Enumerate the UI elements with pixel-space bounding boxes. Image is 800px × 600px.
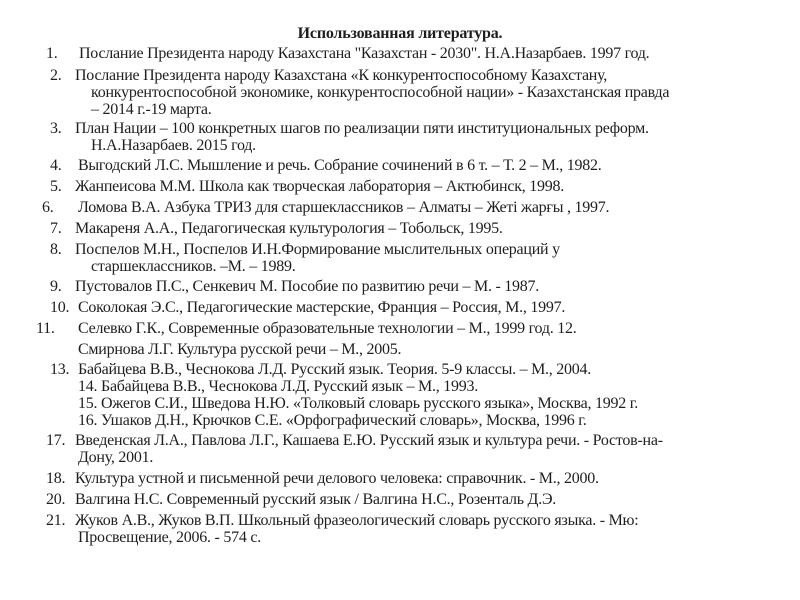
reference-text-continuation: Просвещение, 2006. - 574 с. [78, 529, 261, 546]
reference-text: Послание Президента народу Казахстана «К конкурентоспособному Казахстану, [75, 67, 608, 84]
reference-number: 9. [50, 278, 62, 295]
reference-number: 1. [46, 45, 58, 62]
reference-text: План Нации – 100 конкретных шагов по реализации пяти институциональных реформ. [75, 120, 649, 137]
reference-number: 4. [50, 157, 62, 174]
reference-text: Жуков А.В., Жуков В.П. Школьный фразеологический словарь русского языка. - Мю: [75, 512, 639, 529]
reference-text: Ломова В.А. Азбука ТРИЗ для старшеклассников – Алматы – Жеті жарғы , 1997. [78, 199, 610, 216]
reference-number: 17. [46, 432, 66, 449]
reference-text: Соколокая Э.С., Педагогические мастерские, Франция – Россия, М., 1997. [78, 299, 566, 316]
reference-number: 6. [42, 199, 54, 216]
reference-text: Пустовалов П.С., Сенкевич М. Пособие по развитию речи – М. - 1987. [75, 278, 540, 295]
reference-number: 18. [46, 470, 66, 487]
reference-number: 21. [46, 512, 66, 529]
reference-text: Селевко Г.К., Современные образовательные технологии – М., 1999 год. 12. [78, 320, 577, 337]
reference-text: Выгодский Л.С. Мышление и речь. Собрание сочинений в 6 т. – Т. 2 – М., 1982. [78, 157, 602, 174]
reference-text: Культура устной и письменной речи делового человека: справочник. - М., 2000. [75, 470, 599, 487]
reference-text-continuation: 16. Ушаков Д.Н., Крючков С.Е. «Орфографический словарь», Москва, 1996 г. [78, 412, 587, 429]
reference-number: 5. [50, 178, 62, 195]
reference-text: Поспелов М.Н., Поспелов И.Н.Формирование мыслительных операций у [75, 241, 560, 258]
reference-text: Жанпеисова М.М. Школа как творческая лаборатория – Актюбинск, 1998. [75, 178, 564, 195]
reference-text: Бабайцева В.В., Чеснокова Л.Д. Русский язык. Теория. 5-9 классы. – М., 2004. [78, 361, 592, 378]
reference-text: Макареня А.А., Педагогическая культурология – Тобольск, 1995. [75, 220, 503, 237]
reference-text-continuation: Н.А.Назарбаев. 2015 год. [91, 137, 256, 154]
reference-text: Валгина Н.С. Современный русский язык / Валгина Н.С., Розенталь Д.Э. [75, 491, 557, 508]
reference-text: Введенская Л.А., Павлова Л.Г., Кашаева Е.Ю. Русский язык и культура речи. - Ростов-на- [75, 432, 663, 449]
page-title: Использованная литература. [297, 25, 503, 42]
reference-text-continuation: старшеклассников. –М. – 1989. [91, 258, 296, 275]
reference-text-continuation: Смирнова Л.Г. Культура русской речи – М., 2005. [78, 341, 402, 358]
reference-number: 8. [50, 241, 62, 258]
reference-number: 3. [50, 120, 62, 137]
reference-number: 11. [36, 320, 55, 337]
reference-number: 7. [50, 220, 62, 237]
reference-number: 13. [50, 361, 70, 378]
reference-text-continuation: 15. Ожегов С.И., Шведова Н.Ю. «Толковый словарь русского языка», Москва, 1992 г. [78, 395, 639, 412]
reference-text-continuation: Дону, 2001. [78, 449, 154, 466]
reference-text-continuation: – 2014 г.-19 марта. [91, 101, 212, 118]
reference-text: Послание Президента народу Казахстана "Казахстан - 2030". Н.А.Назарбаев. 1997 год. [79, 45, 650, 62]
reference-text-continuation: 14. Бабайцева В.В., Чеснокова Л.Д. Русский язык – М., 1993. [78, 378, 478, 395]
reference-text-continuation: конкурентоспособной экономике, конкурентоспособной нации» - Казахстанская правда [91, 84, 670, 101]
reference-number: 20. [46, 491, 66, 508]
reference-number: 10. [50, 299, 70, 316]
reference-number: 2. [50, 67, 62, 84]
